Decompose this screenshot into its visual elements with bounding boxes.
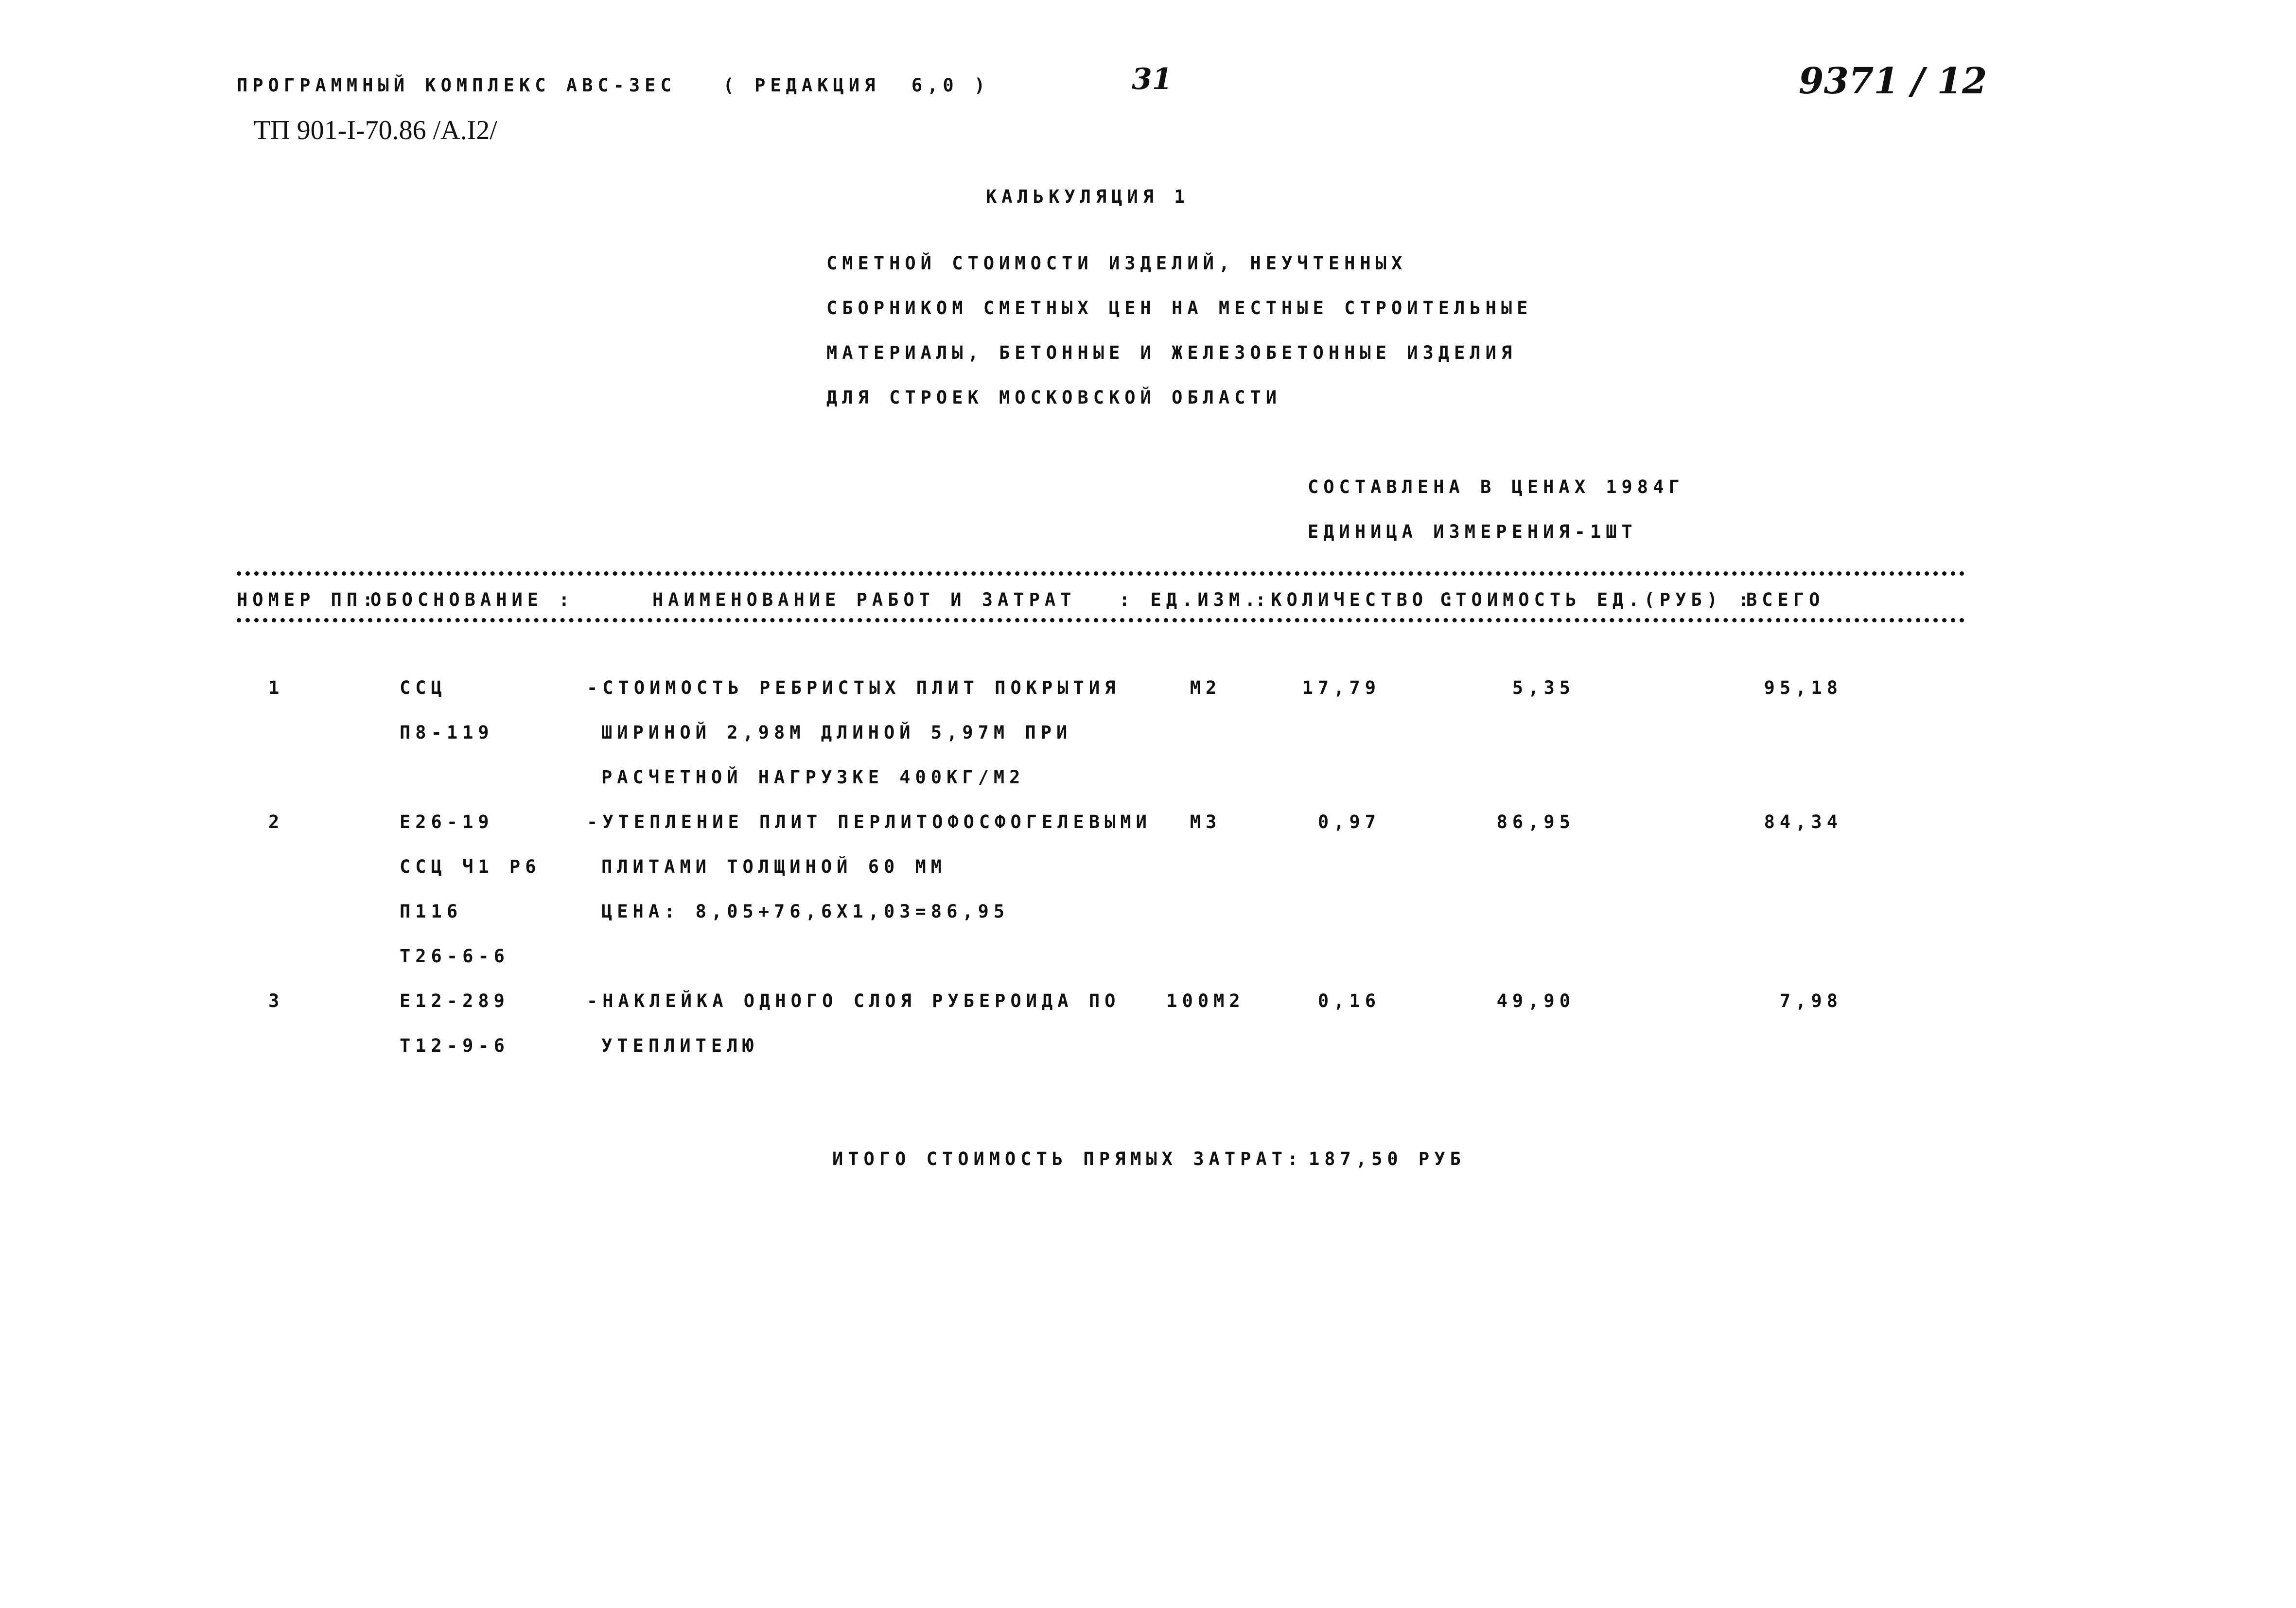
row-unit: М3 bbox=[1190, 812, 1222, 832]
row-basis: Е26-19 bbox=[400, 812, 494, 832]
row-num: 2 bbox=[268, 812, 284, 832]
row-description: ЦЕНА: 8,05+76,6Х1,03=86,95 bbox=[601, 901, 1010, 922]
unit-note: ЕДИНИЦА ИЗМЕРЕНИЯ-1ШТ bbox=[1308, 521, 1637, 542]
document-heading: КАЛЬКУЛЯЦИЯ 1 bbox=[986, 186, 1190, 207]
row-total: 84,34 bbox=[1764, 812, 1842, 832]
row-quantity: 0,97 bbox=[1317, 812, 1381, 832]
row-basis: П8-119 bbox=[400, 722, 494, 743]
row-basis: Т26-6-6 bbox=[400, 946, 509, 967]
header-qty: :КОЛИЧЕСТВО : bbox=[1255, 589, 1459, 610]
row-description: -УТЕПЛЕНИЕ ПЛИТ ПЕРЛИТОФОСФОГЕЛЕВЫМИ bbox=[587, 812, 1152, 832]
summary-label: ИТОГО СТОИМОСТЬ ПРЯМЫХ ЗАТРАТ: bbox=[832, 1149, 1303, 1169]
row-num: 1 bbox=[268, 677, 284, 698]
row-description: ПЛИТАМИ ТОЛЩИНОЙ 60 ММ bbox=[601, 856, 947, 877]
project-code: ТП 901-I-70.86 /А.I2/ bbox=[254, 115, 497, 145]
title-line-4: ДЛЯ СТРОЕК МОСКОВСКОЙ ОБЛАСТИ bbox=[826, 387, 1282, 408]
row-unit-cost: 86,95 bbox=[1496, 812, 1575, 832]
row-unit-cost: 5,35 bbox=[1512, 677, 1575, 698]
title-line-2: СБОРНИКОМ СМЕТНЫХ ЦЕН НА МЕСТНЫЕ СТРОИТЕЛЬНЫЕ bbox=[826, 298, 1533, 318]
row-basis: Е12-289 bbox=[400, 990, 509, 1011]
header-bottom-rule bbox=[237, 618, 1965, 622]
row-total: 7,98 bbox=[1779, 990, 1842, 1011]
program-name: ПРОГРАММНЫЙ КОМПЛЕКС АВС-ЗЕС ( РЕДАКЦИЯ 6,0 ) bbox=[237, 75, 990, 96]
row-description: УТЕПЛИТЕЛЮ bbox=[601, 1035, 758, 1056]
header-name: НАИМЕНОВАНИЕ РАБОТ И ЗАТРАТ bbox=[652, 589, 1076, 610]
header-cost: СТОИМОСТЬ ЕД.(РУБ) : bbox=[1440, 589, 1754, 610]
row-basis: ССЦ bbox=[400, 677, 447, 698]
header-num: НОМЕР ПП: bbox=[237, 589, 378, 610]
row-description: РАСЧЕТНОЙ НАГРУЗКЕ 400КГ/М2 bbox=[601, 767, 1025, 788]
row-description: ШИРИНОЙ 2,98М ДЛИНОЙ 5,97М ПРИ bbox=[601, 722, 1072, 743]
header-basis: ОБОСНОВАНИЕ : bbox=[370, 589, 575, 610]
row-total: 95,18 bbox=[1764, 677, 1842, 698]
row-quantity: 17,79 bbox=[1302, 677, 1381, 698]
title-line-1: СМЕТНОЙ СТОИМОСТИ ИЗДЕЛИЙ, НЕУЧТЕННЫХ bbox=[826, 253, 1407, 274]
summary-value: 187,50 РУБ bbox=[1309, 1149, 1466, 1169]
row-description: -НАКЛЕЙКА ОДНОГО СЛОЯ РУБЕРОИДА ПО bbox=[587, 990, 1121, 1011]
page-number: 31 bbox=[1132, 62, 1173, 96]
header-unit: : ЕД.ИЗМ. bbox=[1119, 589, 1261, 610]
row-unit: 100М2 bbox=[1166, 990, 1245, 1011]
prices-note: СОСТАВЛЕНА В ЦЕНАХ 1984Г bbox=[1308, 477, 1684, 497]
title-line-3: МАТЕРИАЛЫ, БЕТОННЫЕ И ЖЕЛЕЗОБЕТОННЫЕ ИЗДЕЛИЯ bbox=[826, 342, 1517, 363]
row-basis: П116 bbox=[400, 901, 463, 922]
row-unit: М2 bbox=[1190, 677, 1222, 698]
row-quantity: 0,16 bbox=[1317, 990, 1381, 1011]
header-top-rule bbox=[237, 571, 1965, 576]
row-unit-cost: 49,90 bbox=[1496, 990, 1575, 1011]
header-total: ВСЕГО bbox=[1746, 589, 1825, 610]
row-basis: Т12-9-6 bbox=[400, 1035, 509, 1056]
row-basis: ССЦ Ч1 Р6 bbox=[400, 856, 541, 877]
handwritten-stamp: 9371 / 12 bbox=[1799, 60, 1987, 102]
row-num: 3 bbox=[268, 990, 284, 1011]
row-description: -СТОИМОСТЬ РЕБРИСТЫХ ПЛИТ ПОКРЫТИЯ bbox=[587, 677, 1121, 698]
